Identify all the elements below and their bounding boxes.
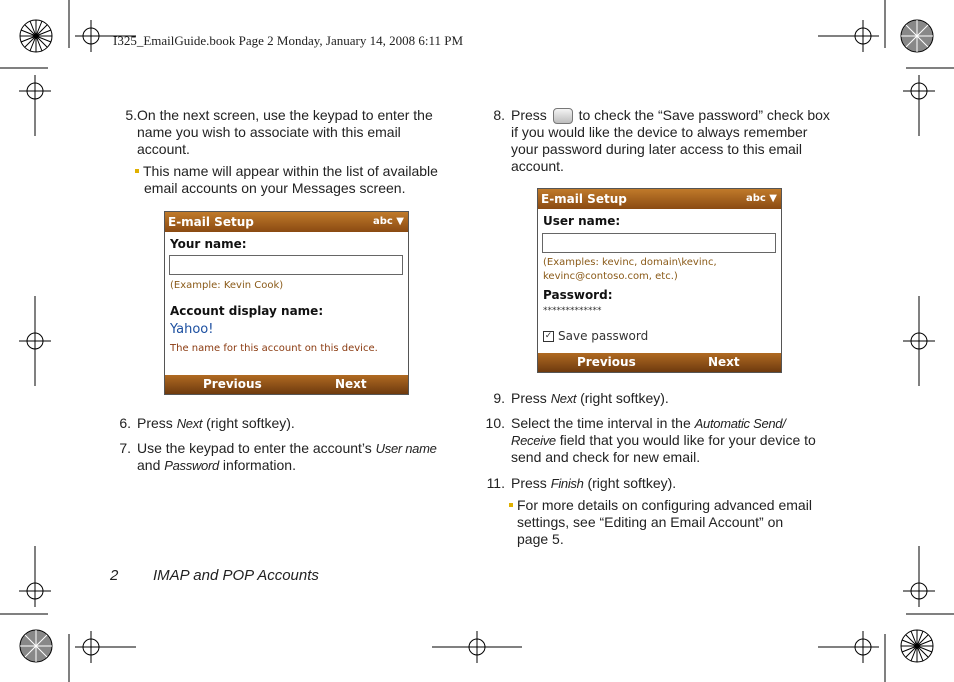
step-number: 8.	[493, 107, 505, 123]
step-text: Press Finish (right softkey).	[511, 475, 677, 491]
star-target-icon	[901, 20, 933, 52]
step-number: 10.	[485, 415, 505, 431]
password-label: Password:	[543, 288, 613, 302]
screen-title-bar: E-mail Setup abc ▼	[165, 212, 408, 232]
softkey-bar	[165, 375, 408, 394]
phone-screen-email-setup-name	[164, 211, 409, 395]
account-display-name-value[interactable]: Yahoo!	[170, 322, 214, 337]
softkey-bar	[538, 353, 781, 372]
your-name-label: Your name:	[170, 237, 247, 251]
bullet-icon	[509, 503, 513, 507]
bullet-note: For more details on configuring advanced email settings, see “Editing an Email Account” on page 5.	[509, 497, 812, 548]
account-display-name-label: Account display name:	[170, 304, 324, 318]
checkbox-checked-icon[interactable]: ✓	[544, 331, 553, 341]
step-text: On the next screen, use the keypad to enter the name you wish to associate with this email account.	[137, 107, 433, 157]
registration-target-icon	[903, 296, 935, 386]
display-name-note: The name for this account on this device.	[170, 343, 378, 354]
previous-softkey[interactable]: Previous	[577, 355, 636, 369]
registration-target-icon	[19, 546, 51, 607]
signal-icon: ▼	[396, 216, 404, 227]
softkey-button-icon	[553, 108, 573, 124]
user-name-label: User name:	[543, 214, 621, 228]
password-field[interactable]: *************	[543, 306, 602, 316]
input-mode-indicator: abc ▼	[745, 193, 777, 204]
user-name-input[interactable]	[542, 233, 776, 253]
registration-target-icon	[818, 20, 879, 52]
star-target-icon	[901, 630, 933, 662]
registration-target-icon	[818, 631, 879, 663]
previous-softkey[interactable]: Previous	[203, 377, 262, 391]
phone-screen-email-setup-credentials	[537, 188, 782, 373]
step-number: 6.	[119, 415, 131, 431]
step-number: 7.	[119, 440, 131, 456]
next-softkey[interactable]: Next	[335, 377, 367, 391]
step-text: Press Next (right softkey).	[137, 415, 295, 431]
step-text: Press Next (right softkey).	[511, 390, 669, 406]
your-name-input[interactable]	[169, 255, 403, 275]
step-number: 5.	[125, 107, 137, 123]
user-name-hint: (Examples: kevinc, domain\kevinc, kevinc@contoso.com, etc.)	[543, 257, 717, 282]
section-title: IMAP and POP Accounts	[153, 567, 319, 584]
step-number: 11.	[486, 475, 505, 491]
next-softkey[interactable]: Next	[708, 355, 740, 369]
save-password-checkbox[interactable]: ✓ Save password	[544, 329, 649, 343]
step-text: Use the keypad to enter the account’s User name and Password information.	[137, 440, 437, 473]
registration-target-icon	[19, 296, 51, 386]
registration-target-icon	[903, 75, 935, 136]
registration-target-icon	[19, 75, 51, 136]
bullet-note: This name will appear within the list of available email accounts on your Messages screen.	[135, 163, 438, 197]
registration-target-icon	[903, 546, 935, 607]
input-mode-indicator: abc ▼	[372, 216, 404, 227]
registration-target-icon	[75, 631, 136, 663]
step-number: 9.	[493, 390, 505, 406]
registration-target-icon	[432, 631, 522, 663]
signal-icon: ▼	[769, 193, 777, 204]
step-text: Press to check the “Save password” check box if you would like the device to always remember your password during later access to this email account.	[511, 107, 830, 175]
screen-title-bar: E-mail Setup abc ▼	[538, 189, 781, 209]
print-slug: I325_EmailGuide.book Page 2 Monday, January 14, 2008 6:11 PM	[113, 33, 463, 48]
page-number: 2	[110, 567, 119, 584]
step-text: Select the time interval in the Automatic Send/ Receive field that you would like for your device to send and check for new email.	[511, 415, 816, 465]
star-target-icon	[20, 20, 52, 52]
your-name-hint: (Example: Kevin Cook)	[170, 280, 284, 291]
bullet-icon	[135, 169, 139, 173]
star-target-icon	[20, 630, 52, 662]
